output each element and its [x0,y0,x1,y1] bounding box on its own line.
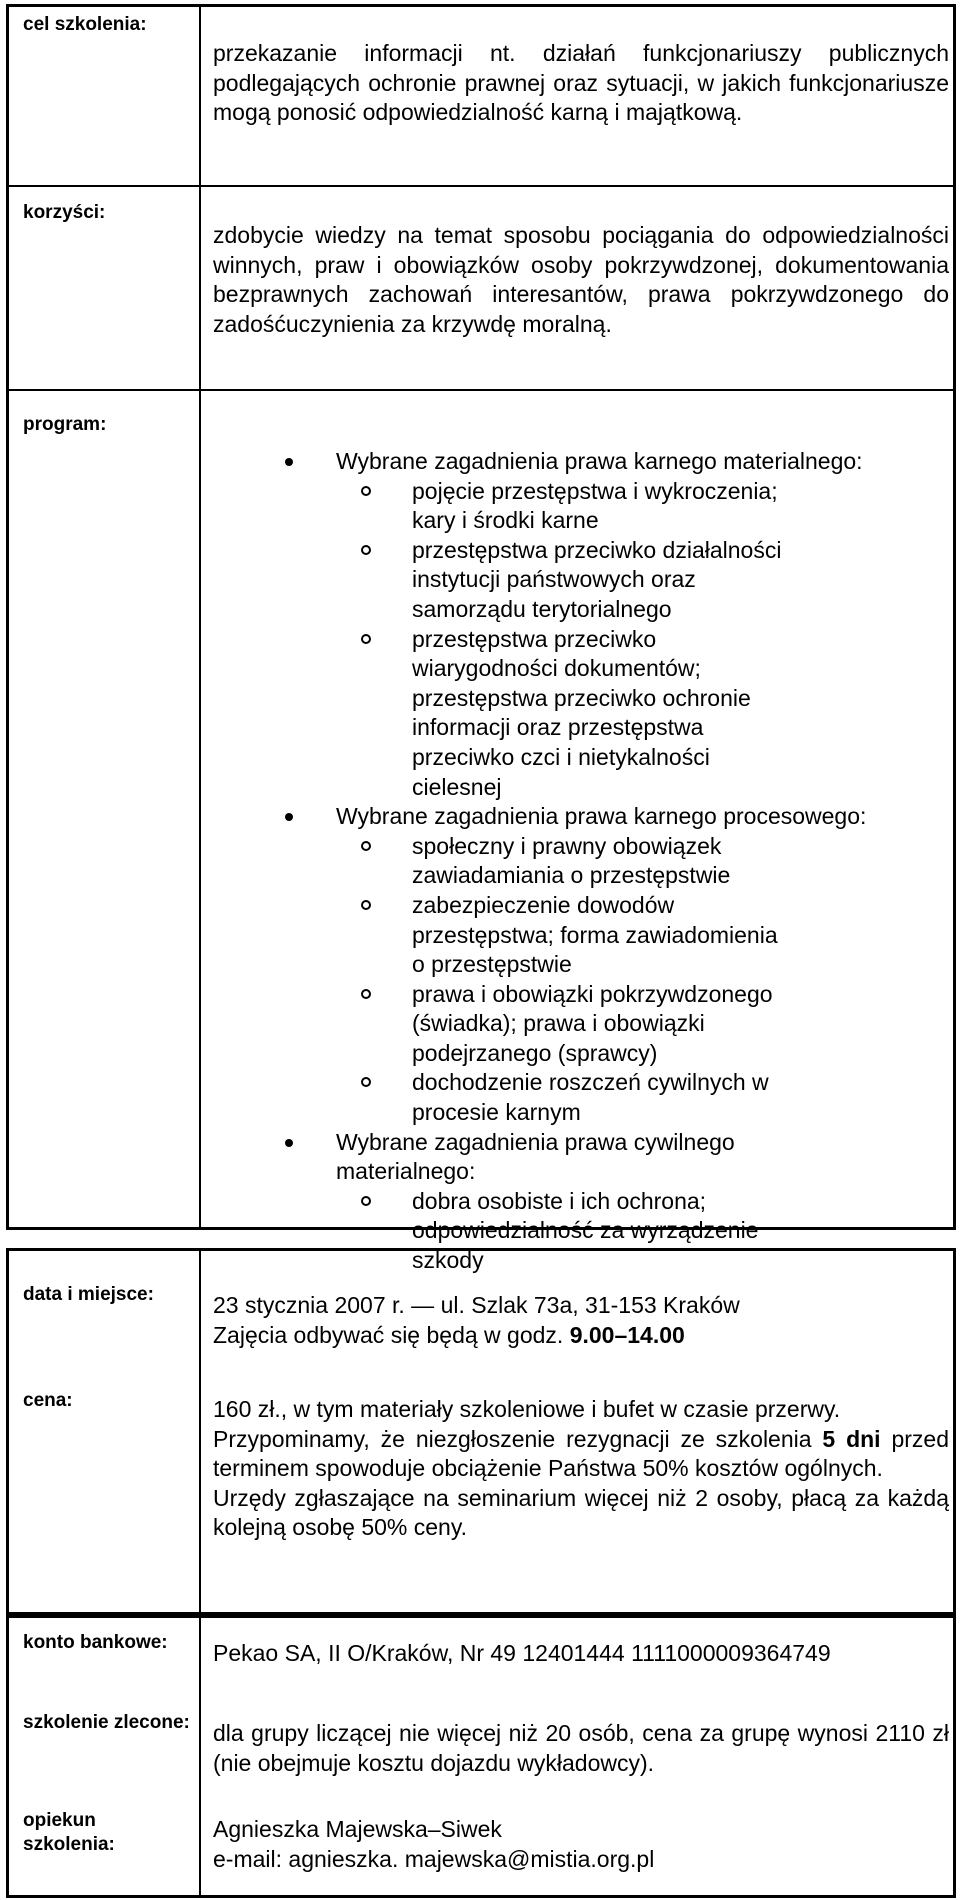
column-divider [199,1251,201,1615]
goal-label: cel szkolenia: [23,14,147,35]
goal-text: przekazanie informacji nt. działań funkcjonariuszy publicznych podlegających ochronie prawnej oraz sytuacji, w jakich funkcjonariusze mogą ponosić odpowiedzialność karną i majątkową. [213,40,949,126]
program-section [213,447,949,802]
price-label: cena: [23,1390,73,1411]
program-item: przestępstwa przeciwko wiarygodności dokumentów; przestępstwa przeciwko ochronie informacji oraz przestępstwa przeciwko czci i nietykalności cielesnej [213,625,812,803]
circle-bullet-icon [361,634,371,644]
circle-bullet-icon [361,900,371,910]
bank-account-text: Pekao SA, II O/Kraków, Nr 49 12401444 1111000009364749 [213,1640,831,1666]
circle-bullet-icon [361,1077,371,1087]
price-text [213,1395,949,1543]
date-price-table [6,1248,956,1618]
circle-bullet-icon [361,486,371,496]
program-item: zabezpieczenie dowodów przestępstwa; forma zawiadomienia o przestępstwie [213,891,812,980]
program-item: pojęcie przestępstwa i wykroczenia; kary i środki karne [213,477,812,536]
price-line: 160 zł., w tym materiały szkoleniowe i bufet w czasie przerwy. [213,1396,841,1422]
program-item: społeczny i prawny obowiązek zawiadamiania o przestępstwie [213,832,812,891]
hours-line: Zajęcia odbywać się będą w godz. 9.00–14.00 [213,1321,685,1348]
training-info-table [6,4,956,1274]
benefits-text: zdobycie wiedzy na temat sposobu pociągania do odpowiedzialności winnych, praw i obowiązków osoby pokrzywdzonej, dokumentowania bezprawnych zachowań interesantów, prawa pokrzywdzonego do zadośćuczynienia za krzywdę moralną. [213,222,949,337]
group-discount: Urzędy zgłaszające na seminarium więcej niż 2 osoby, płacą za każdą kolejną osobę 50% ceny. [213,1484,949,1541]
circle-bullet-icon [361,989,371,999]
program-item: dochodzenie roszczeń cywilnych w procesie karnym [213,1068,812,1127]
date-place-line: 23 stycznia 2007 r. — ul. Szlak 73a, 31-153 Kraków [213,1292,740,1318]
bullet-icon [285,1139,293,1147]
bullet-icon [285,458,293,466]
program-label: program: [23,414,107,435]
program-section-title: Wybrane zagadnienia prawa karnego procesowego: [336,803,867,830]
program-section-title: Wybrane zagadnienia prawa cywilnego materialnego: [336,1128,735,1185]
program-item: prawa i obowiązki pokrzywdzonego (świadka); prawa i obowiązki podejrzanego (sprawcy) [213,980,812,1069]
coordinator-label: opiekun szkolenia: [23,1810,115,1855]
program-section [213,802,949,1128]
coordinator-email: e-mail: agnieszka. majewska@mistia.org.pl [213,1845,655,1872]
column-divider [199,7,201,1227]
row-divider [9,185,953,187]
commissioned-label: szkolenie zlecone: [23,1712,190,1733]
circle-bullet-icon [361,545,371,555]
contact-table [6,1612,956,1898]
cancellation-reminder: Przypominamy, że niezgłoszenie rezygnacji ze szkolenia 5 dni przed terminem spowoduje obciążenie Państwa 50% kosztów ogólnych. [213,1425,949,1482]
coordinator-text [213,1815,949,1874]
circle-bullet-icon [361,1196,371,1206]
date-place-text [213,1291,949,1350]
date-place-label: data i miejsce: [23,1284,154,1305]
circle-bullet-icon [361,841,371,851]
column-divider [199,1615,201,1895]
program-item: przestępstwa przeciwko działalności instytucji państwowych oraz samorządu terytorialnego [213,536,812,625]
bank-account-label: konto bankowe: [23,1632,168,1653]
benefits-label: korzyści: [23,202,106,223]
program-item: dobra osobiste i ich ochrona; odpowiedzialność za wyrządzenie szkody [213,1187,812,1276]
bullet-icon [285,813,293,821]
hours-value: 9.00–14.00 [569,1321,685,1348]
reminder-days: 5 dni [822,1425,881,1452]
row-divider [9,389,953,391]
program-list [213,447,949,1276]
coordinator-name: Agnieszka Majewska–Siwek [213,1816,502,1842]
commissioned-text: dla grupy liczącej nie więcej niż 20 osób, cena za grupę wynosi 2110 zł (nie obejmuje kosztu dojazdu wykładowcy). [213,1720,949,1776]
program-section-title: Wybrane zagadnienia prawa karnego materialnego: [336,448,863,474]
